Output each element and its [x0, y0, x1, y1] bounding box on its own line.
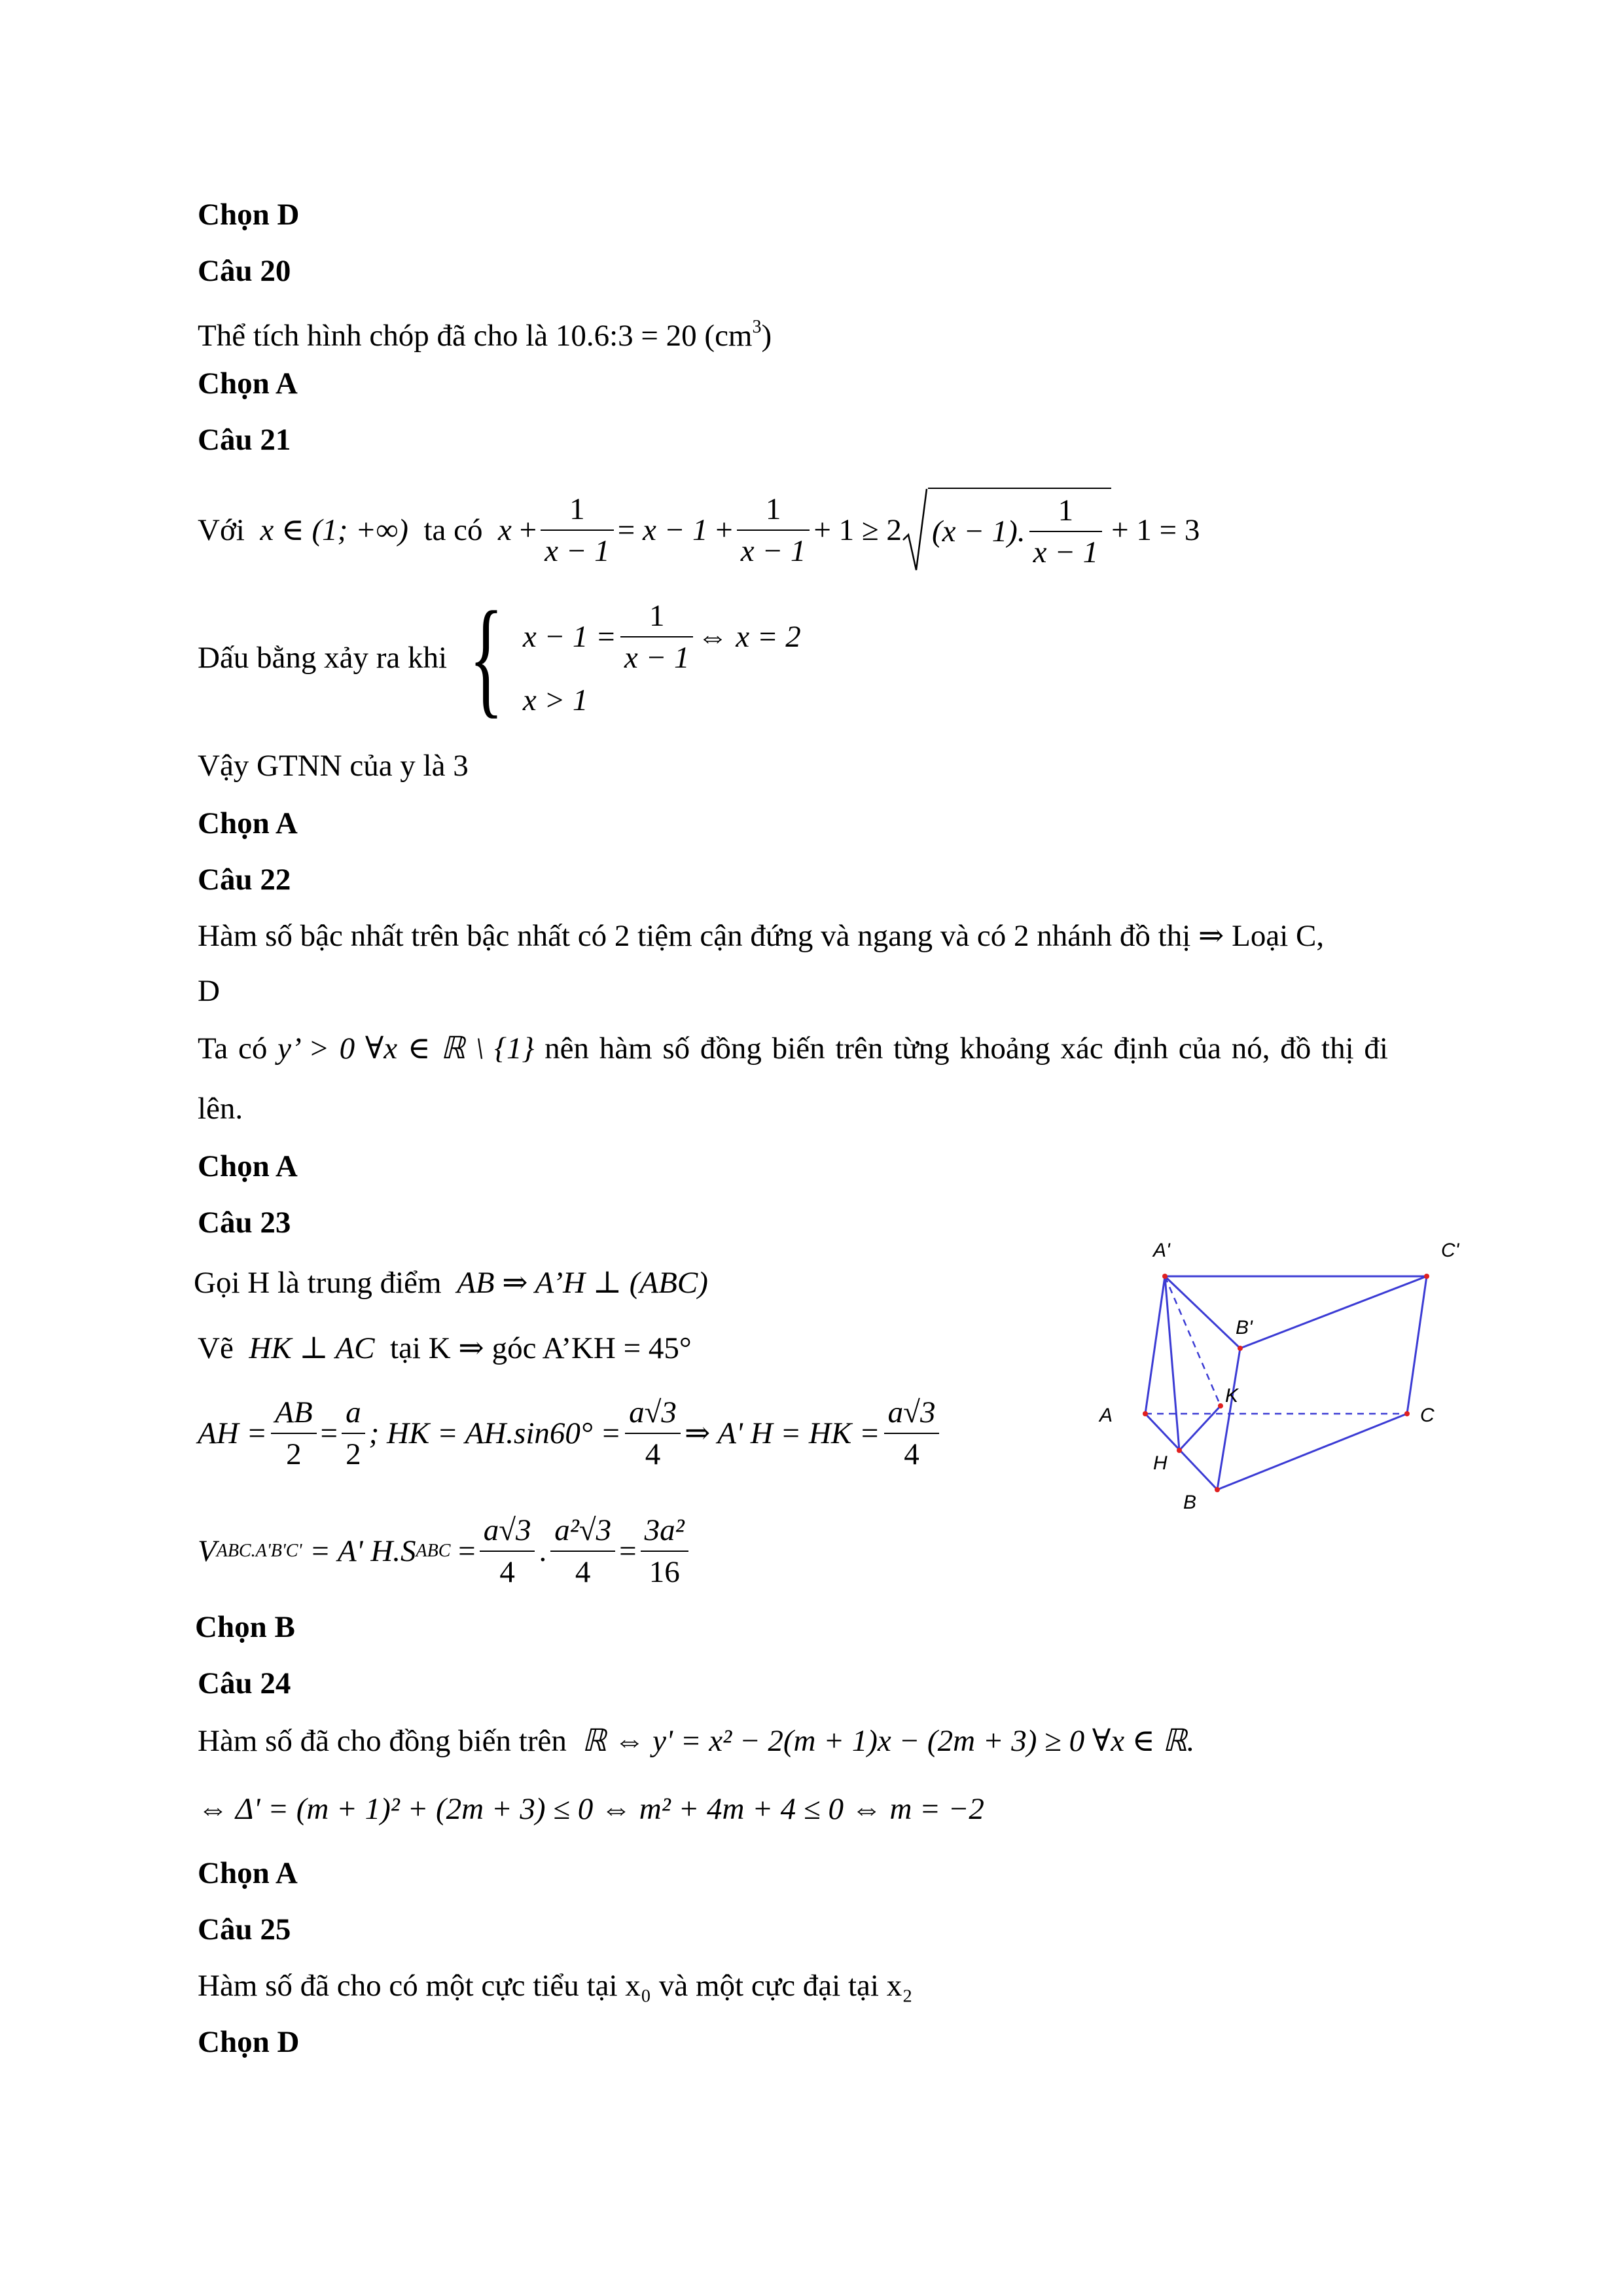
cau23-line1-prefix: Gọi H là trung điểm	[194, 1266, 442, 1300]
cau21-equality	[198, 585, 801, 730]
math-plus: +	[519, 513, 537, 547]
fraction	[541, 489, 614, 571]
fraction	[625, 1392, 681, 1475]
question-heading: Câu 21	[198, 423, 291, 457]
cau23-line2-math: HK ⊥ AC	[249, 1331, 375, 1365]
cau22-line3-prefix: Ta có	[198, 1031, 268, 1066]
numerator: a√3	[480, 1510, 535, 1552]
math-eq: =	[458, 1534, 476, 1568]
point-h	[1177, 1448, 1182, 1453]
denominator: 4	[904, 1437, 919, 1471]
numerator: 1	[620, 596, 694, 637]
math-dot: .	[539, 1534, 547, 1568]
fraction	[641, 1510, 688, 1592]
cau22-line3-math: y’ > 0 ∀x ∈ ℝ \ {1}	[277, 1031, 535, 1066]
answer-label: Chọn A	[198, 1856, 298, 1890]
math-v-sub: ABC.A'B'C'	[216, 1541, 302, 1561]
cau20-close: )	[761, 319, 772, 353]
point-b1	[1238, 1346, 1243, 1351]
system-of-equations	[455, 585, 801, 730]
denominator: x − 1	[544, 534, 610, 568]
answer-label: Chọn A	[198, 1149, 298, 1183]
square-root	[902, 488, 1111, 573]
fraction	[1029, 490, 1103, 573]
edge-aa1	[1145, 1276, 1165, 1414]
point-k	[1218, 1403, 1223, 1408]
answer-label: Chọn A	[198, 367, 298, 401]
question-heading: Câu 24	[198, 1666, 291, 1700]
math-hk: ; HK = AH.sin60° =	[368, 1416, 622, 1450]
answer-label: Chọn A	[198, 806, 298, 840]
system-right: ⇔ x = 2	[697, 620, 801, 654]
math-xm1: x − 1	[642, 513, 708, 547]
math-plus1ge2: + 1 ≥ 2	[813, 513, 902, 547]
cau20-text	[198, 308, 772, 355]
point-c	[1404, 1411, 1410, 1416]
numerator: a√3	[884, 1392, 940, 1434]
numerator: a√3	[625, 1392, 681, 1434]
system-row	[523, 596, 801, 678]
math-s-sub: ABC	[416, 1541, 451, 1561]
fraction	[737, 489, 810, 571]
edge-a1b1	[1165, 1276, 1240, 1348]
cau24-line2: ⇔ Δ' = (m + 1)² + (2m + 3) ≤ 0 ⇔ m² + 4m + 4 ≤ 0 ⇔ m = −2	[198, 1792, 984, 1826]
math-eq: =	[320, 1416, 338, 1450]
denominator: x − 1	[740, 534, 806, 568]
edge-b1c1	[1240, 1276, 1427, 1348]
math-v: V	[198, 1534, 217, 1568]
cau23-line2-suffix: tại K ⇒ góc A’KH = 45°	[390, 1331, 692, 1365]
label-b1: B'	[1236, 1317, 1253, 1338]
fraction	[550, 1510, 615, 1592]
answer-label: Chọn B	[195, 1610, 295, 1644]
system-row: x > 1	[522, 683, 588, 717]
edge-bc	[1217, 1414, 1407, 1490]
denominator: 4	[645, 1437, 661, 1471]
edge-cc1	[1407, 1276, 1427, 1414]
cau24-line1-prefix: Hàm số đã cho đồng biến trên	[198, 1724, 567, 1758]
question-heading: Câu 25	[198, 1912, 291, 1946]
numerator: a	[342, 1392, 365, 1434]
denominator: 4	[499, 1555, 515, 1589]
prism-figure	[1080, 1230, 1499, 1597]
label-c: C	[1420, 1405, 1435, 1426]
cau23-line2	[198, 1329, 692, 1368]
edge-bb1	[1217, 1348, 1240, 1490]
cau21-inequality	[198, 488, 1200, 573]
cau20-sup: 3	[752, 317, 762, 337]
fraction	[342, 1392, 365, 1475]
cau25-line: Hàm số đã cho có một cực tiểu tại x₀ và một cực đại tại x₂	[198, 1969, 913, 2003]
cau23-line1	[194, 1263, 708, 1302]
point-b	[1215, 1487, 1220, 1492]
math-plus1eq3: + 1 = 3	[1111, 513, 1200, 547]
answer-label: Chọn D	[198, 2025, 300, 2059]
numerator: 1	[1029, 490, 1103, 532]
cau21-domain: x ∈ (1; +∞)	[260, 513, 408, 547]
math-xm1-paren: (x − 1).	[931, 514, 1026, 548]
math-aph: ⇒ A' H = HK =	[684, 1416, 880, 1450]
label-a1: A'	[1153, 1240, 1170, 1261]
denominator: 16	[649, 1555, 680, 1589]
label-k: K	[1225, 1385, 1239, 1407]
left-brace-icon: {	[469, 585, 504, 730]
segment-hk	[1179, 1406, 1221, 1450]
cau24-line1	[198, 1721, 1194, 1761]
cau22-line4: lên.	[198, 1092, 243, 1126]
cau23-formula-2	[198, 1505, 692, 1597]
question-heading: Câu 23	[198, 1206, 291, 1240]
system-left: x − 1 =	[522, 620, 616, 654]
fraction	[271, 1392, 316, 1475]
math-v-mid: = A' H.S	[310, 1534, 416, 1568]
cau23-line1-math: AB ⇒ A’H ⊥ (ABC)	[457, 1266, 708, 1300]
fraction	[884, 1392, 940, 1475]
numerator: a²√3	[550, 1510, 615, 1552]
denominator: x − 1	[624, 641, 690, 675]
math-eq: =	[617, 513, 635, 547]
denominator: 4	[575, 1555, 591, 1589]
question-heading: Câu 22	[198, 863, 291, 897]
denominator: 2	[346, 1437, 361, 1471]
label-a: A	[1099, 1405, 1113, 1426]
fraction	[480, 1510, 535, 1592]
cau24-line1-math: ℝ ⇔ y' = x² − 2(m + 1)x − (2m + 3) ≥ 0 ∀x ∈ ℝ.	[582, 1724, 1195, 1758]
cau22-line1: Hàm số bậc nhất trên bậc nhất có 2 tiệm cận đứng và ngang và có 2 nhánh đồ thị ⇒ Loại C,	[198, 919, 1325, 953]
cau22-line3	[198, 1029, 1388, 1068]
denominator: 2	[286, 1437, 302, 1471]
cau23-line2-prefix: Vẽ	[198, 1331, 234, 1365]
cau21-voi: Với	[198, 513, 245, 547]
label-c1: C'	[1441, 1240, 1459, 1261]
point-c1	[1424, 1274, 1429, 1279]
point-a	[1143, 1411, 1148, 1416]
math-ah: AH =	[198, 1416, 268, 1450]
math-plus: +	[715, 513, 733, 547]
point-a1	[1162, 1274, 1168, 1279]
cau20-text-main: Thể tích hình chóp đã cho là 10.6:3 = 20 (cm	[198, 319, 753, 353]
label-h: H	[1153, 1452, 1168, 1474]
cau22-line2: D	[198, 974, 220, 1008]
math-eq: =	[619, 1534, 637, 1568]
numerator: 3a²	[641, 1510, 688, 1552]
label-b: B	[1183, 1492, 1197, 1513]
denominator: x − 1	[1033, 535, 1099, 569]
answer-label: Chọn D	[198, 198, 300, 232]
cau21-conclusion: Vậy GTNN của y là 3	[198, 749, 469, 783]
cau21-dau: Dấu bằng xảy ra khi	[198, 641, 448, 675]
fraction	[620, 596, 694, 678]
question-heading: Câu 20	[198, 254, 291, 288]
cau21-taco: ta có	[423, 513, 483, 547]
math-x: x	[497, 513, 512, 547]
cau22-line3-suffix: nên hàm số đồng biến trên từng khoảng xác định của nó, đồ thị đi	[544, 1031, 1388, 1066]
numerator: 1	[737, 489, 810, 531]
segment-a1h	[1165, 1276, 1179, 1450]
numerator: AB	[271, 1392, 316, 1434]
numerator: 1	[541, 489, 614, 531]
cau23-formula-1	[198, 1388, 943, 1479]
radical-icon	[902, 488, 928, 573]
